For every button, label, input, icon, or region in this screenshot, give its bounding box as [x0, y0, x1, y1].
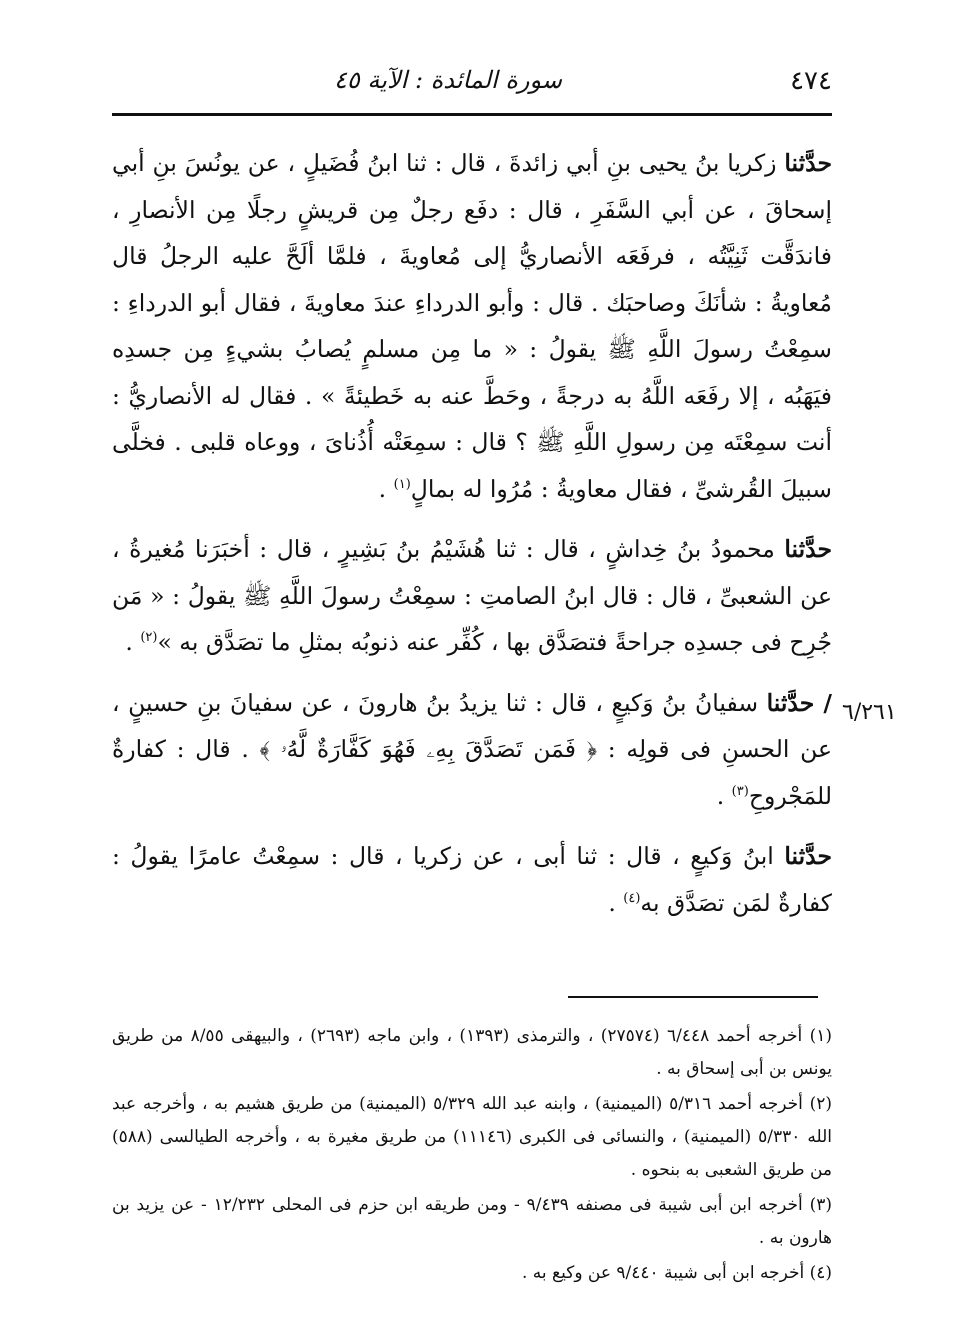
- margin-reference: ٦/٢٦١: [842, 700, 897, 725]
- footnote-4: (٤) أخرجه ابن أبى شيبة ٩/٤٤٠ عن وكيع به .: [521, 1263, 832, 1283]
- paragraph-text: محمودُ بنُ خِداشٍ ، قال : ثنا هُشَيْمُ بنُ بَشِيرٍ ، قال : أخبَرَنا مُغيرةُ ، عن الشعبىِّ ، قال : قال ابنُ الصامتِ : سمِعْتُ رسولَ اللَّهِ ﷺ يقولُ : « مَن جُرِح فى جسدِه جراحةً فتصَدَّق بها ، كُفِّر عنه ذنوبُه بمثلِ ما تصَدَّق به »: [112, 535, 832, 656]
- paragraph-text: زكريا بنُ يحيى بنِ أبي زائدةَ ، قال : ثنا ابنُ فُضَيلٍ ، عن يونُسَ بنِ أبي إسحاقَ ، عن أبي السَّفَرِ ، قال : دفَع رجلٌ مِن قريشٍ رجلًا مِن الأنصارِ ، فاندَقَّت ثَنِيَّتُه ، فرفَعَه الأنصاريُّ إلى مُعاويةَ ، فلمَّا ألَحَّ عليه الرجلُ قال مُعاويةُ : شأنَكَ وصاحبَك . قال : وأبو الدرداءِ عندَ معاويةَ ، فقال أبو الدرداءِ : سمِعْتُ رسولَ اللَّهِ ﷺ يقولُ : « ما مِن مسلمٍ يُصابُ بشيءٍ مِن جسدِه فيَهَبُه ، إلا رفَعَه اللَّهُ به درجةً ، وحَطَّ عنه به خَطيئةً » . فقال له الأنصاريُّ : أنت سمِعْتَه مِن رسولِ اللَّهِ ﷺ ؟ قال : سمِعَتْه أُذُناىَ ، ووعاه قلبى . فخلَّى سبيلَ القُرشىِّ ، فقال معاويةُ : مُرُوا له بمالٍ: [112, 149, 832, 503]
- paragraph-end: .: [608, 888, 624, 917]
- paragraph-4: [112, 833, 832, 926]
- main-text: [112, 140, 832, 940]
- running-title: سورة المائدة : الآية ٤٥: [334, 66, 562, 94]
- footnote-marker: (١): [393, 476, 411, 492]
- page-number: ٤٧٤: [790, 66, 832, 96]
- paragraph-end: .: [378, 474, 394, 503]
- paragraph-1: [112, 140, 832, 512]
- footnote-marker: (٤): [623, 890, 641, 906]
- paragraph-lead: حدَّثنا: [784, 149, 832, 177]
- paragraph-2: [112, 526, 832, 666]
- paragraph-text: سفيانُ بنُ وَكيعٍ ، قال : ثنا يزيدُ بنُ هارونَ ، عن سفيانَ بنِ حسينٍ ، عن الحسنِ فى قولِه : ﴿ فَمَن تَصَدَّقَ بِهِۦ فَهُوَ كَفَّارَةٌ لَّهُۥ ﴾ . قال : كفارةٌ للمَجْروحِ: [112, 688, 832, 810]
- footnote-2: (٢) أخرجه أحمد ٥/٣١٦ (الميمنية) ، وابنه عبد الله ٥/٣٢٩ (الميمنية) من طريق هشيم به ، وأخرجه عبد الله ٥/٣٣٠ (الميمنية) ، والنسائى فى الكبرى (١١١٤٦) من طريق مغيرة به ، وأخرجه الطيالسى (٥٨٨) من طريق الشعبى به بنحوه .: [112, 1094, 832, 1180]
- footnote-rule: [568, 996, 818, 998]
- paragraph-3: [112, 680, 832, 820]
- paragraph-lead: حدَّثنا: [784, 842, 832, 870]
- footnote-3: (٣) أخرجه ابن أبى شيبة فى مصنفه ٩/٤٣٩ - ومن طريقه ابن حزم فى المحلى ١٢/٢٣٢ - عن يزيد بن هارون به .: [112, 1195, 832, 1248]
- footnote-marker: (٢): [140, 630, 158, 646]
- footnote-1: (١) أخرجه أحمد ٦/٤٤٨ (٢٧٥٧٤) ، والترمذى (١٣٩٣) ، وابن ماجه (٢٦٩٣) ، والبيهقى ٨/٥٥ من طريق يونس بن أبى إسحاق به .: [112, 1026, 833, 1079]
- paragraph-lead: حدَّثنا: [784, 535, 832, 563]
- page-header: [112, 60, 832, 100]
- footnote-marker: (٣): [731, 783, 749, 799]
- paragraph-end: .: [716, 781, 732, 810]
- paragraph-lead: / حدَّثنا: [766, 688, 832, 717]
- header-rule: [112, 113, 832, 116]
- footnotes: [112, 1020, 832, 1292]
- paragraph-end: .: [125, 628, 141, 656]
- paragraph-text: ابنُ وَكيعٍ ، قال : ثنا أبى ، عن زكريا ، قال : سمِعْتُ عامرًا يقولُ : كفارةٌ لمَن تصَدَّق به: [112, 842, 832, 917]
